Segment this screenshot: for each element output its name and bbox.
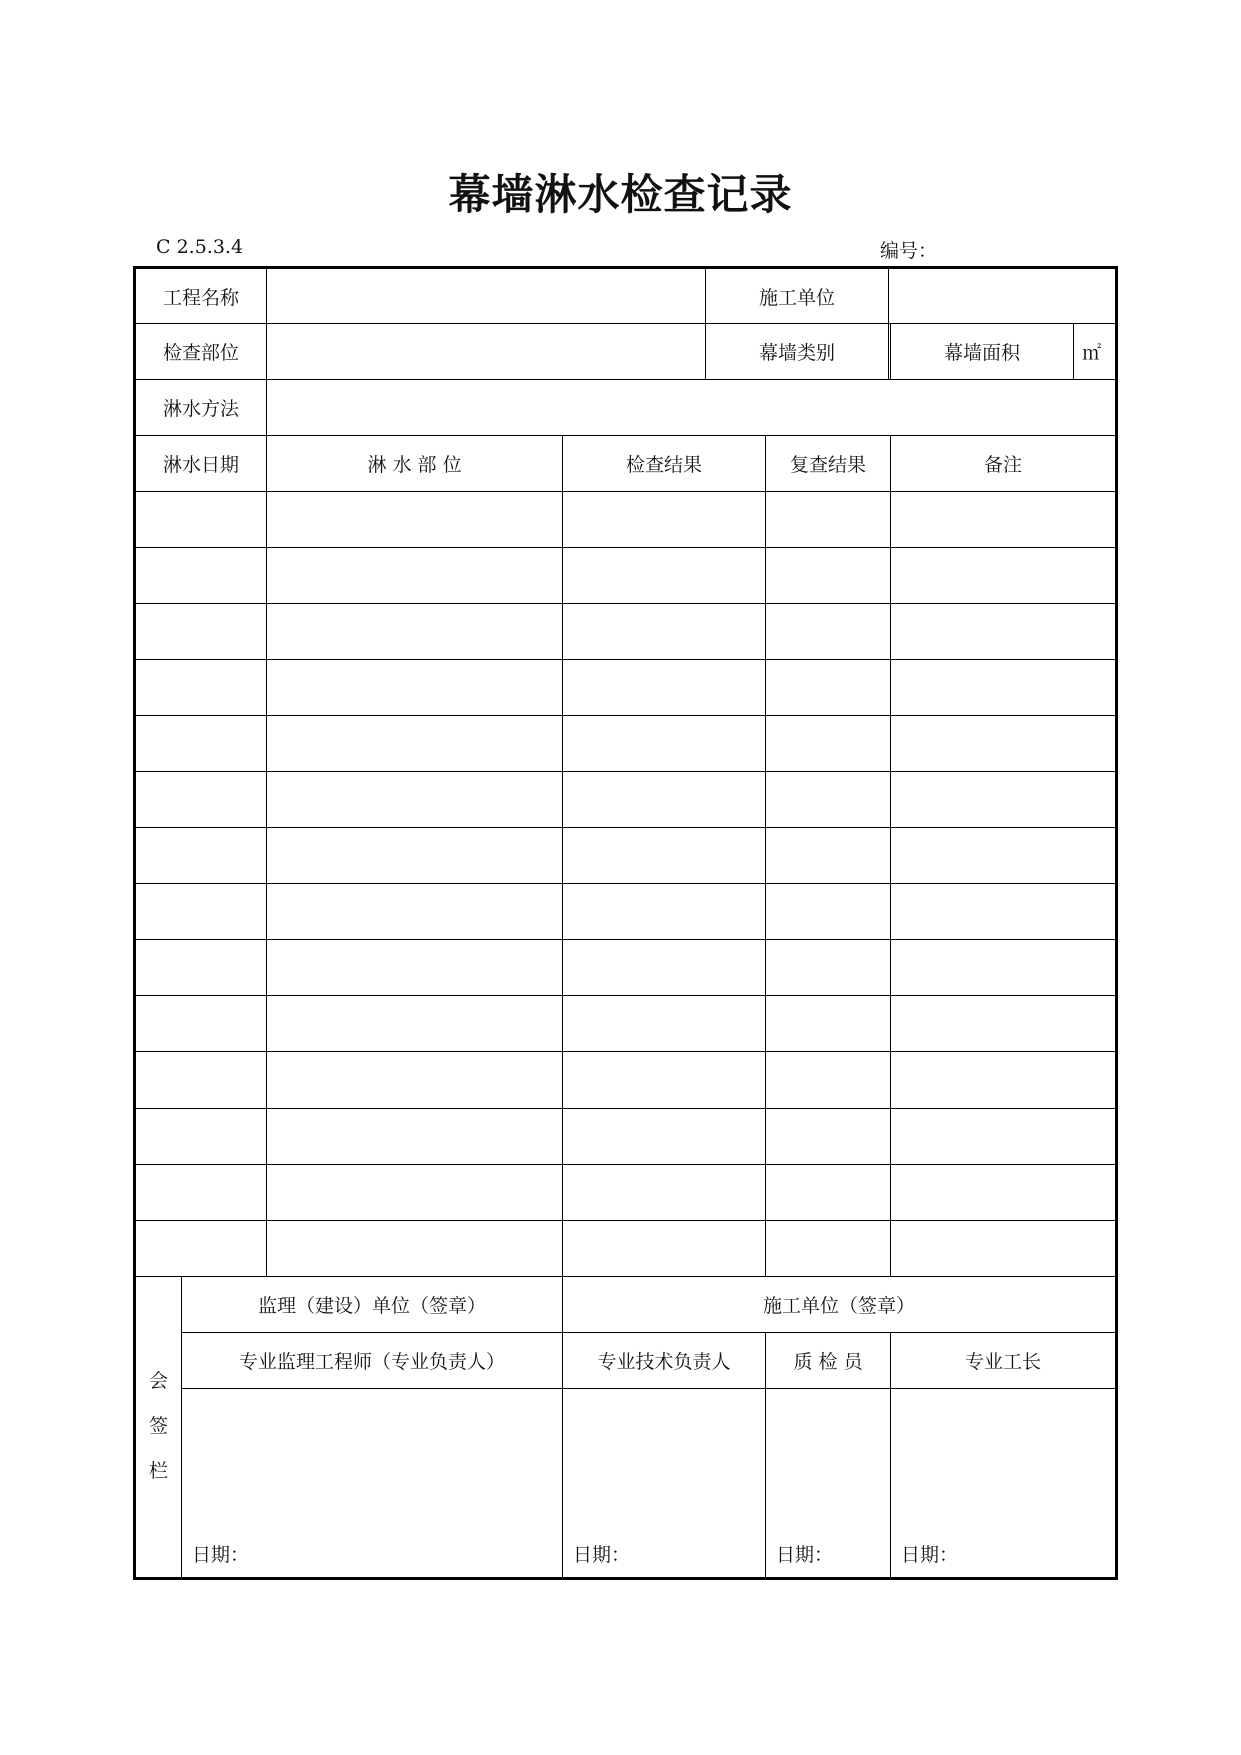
table-row xyxy=(135,828,1117,884)
col-recheck-result: 复查结果 xyxy=(766,436,891,492)
cell-remarks[interactable] xyxy=(891,1220,1117,1276)
label-construction-unit: 施工单位 xyxy=(706,268,889,324)
cell-spray-part[interactable] xyxy=(267,660,563,716)
cell-spray-date[interactable] xyxy=(135,772,267,828)
cell-recheck-result[interactable] xyxy=(766,1052,891,1108)
signature-supervision[interactable] xyxy=(182,1388,563,1578)
cell-spray-date[interactable] xyxy=(135,1108,267,1164)
cell-remarks[interactable] xyxy=(891,1108,1117,1164)
cell-recheck-result[interactable] xyxy=(766,1220,891,1276)
signature-technical-lead[interactable] xyxy=(563,1388,766,1578)
label-curtain-type: 幕墙类别 xyxy=(706,324,889,380)
cell-recheck-result[interactable] xyxy=(766,548,891,604)
table-row xyxy=(135,492,1117,548)
cell-remarks[interactable] xyxy=(891,1164,1117,1220)
field-project-name[interactable] xyxy=(267,268,706,324)
cell-remarks[interactable] xyxy=(891,492,1117,548)
row-column-headers xyxy=(135,436,1117,492)
date-label: 日期： xyxy=(901,1544,959,1566)
label-inspection-part: 检查部位 xyxy=(135,324,267,380)
form-number-label: 编号： xyxy=(880,240,938,262)
field-inspection-part[interactable] xyxy=(267,324,706,380)
cell-recheck-result[interactable] xyxy=(766,660,891,716)
cell-spray-date[interactable] xyxy=(135,996,267,1052)
cell-spray-part[interactable] xyxy=(267,828,563,884)
cell-spray-date[interactable] xyxy=(135,940,267,996)
table-row xyxy=(135,548,1117,604)
cell-spray-date[interactable] xyxy=(135,828,267,884)
cell-spray-part[interactable] xyxy=(267,492,563,548)
cell-recheck-result[interactable] xyxy=(766,772,891,828)
role-technical-lead: 专业技术负责人 xyxy=(563,1332,766,1388)
table-row xyxy=(135,996,1117,1052)
cell-check-result[interactable] xyxy=(563,828,766,884)
role-supervision-engineer: 专业监理工程师（专业负责人） xyxy=(182,1332,563,1388)
table-row xyxy=(135,604,1117,660)
role-quality-inspector: 质 检 员 xyxy=(766,1332,891,1388)
date-label: 日期： xyxy=(776,1544,834,1566)
cell-spray-date[interactable] xyxy=(135,660,267,716)
table-row xyxy=(135,1164,1117,1220)
cell-check-result[interactable] xyxy=(563,1108,766,1164)
label-construction-unit-seal: 施工单位（签章） xyxy=(563,1276,1117,1332)
row-signoff-units xyxy=(135,1276,1117,1332)
table-row xyxy=(135,1052,1117,1108)
cell-remarks[interactable] xyxy=(891,604,1117,660)
table-row xyxy=(135,660,1117,716)
cell-check-result[interactable] xyxy=(563,660,766,716)
cell-spray-part[interactable] xyxy=(267,1108,563,1164)
date-label: 日期： xyxy=(192,1544,250,1566)
cell-remarks[interactable] xyxy=(891,884,1117,940)
row-signoff-signatures xyxy=(135,1388,1117,1578)
cell-recheck-result[interactable] xyxy=(766,1108,891,1164)
cell-spray-part[interactable] xyxy=(267,548,563,604)
cell-spray-part[interactable] xyxy=(267,884,563,940)
cell-check-result[interactable] xyxy=(563,1052,766,1108)
cell-spray-part[interactable] xyxy=(267,604,563,660)
cell-remarks[interactable] xyxy=(891,716,1117,772)
cell-check-result[interactable] xyxy=(563,548,766,604)
table-row xyxy=(135,884,1117,940)
area-unit: ㎡ xyxy=(1082,342,1102,365)
field-construction-unit[interactable] xyxy=(889,268,1117,324)
cell-spray-part[interactable] xyxy=(267,1164,563,1220)
cell-spray-date[interactable] xyxy=(135,604,267,660)
cell-remarks[interactable] xyxy=(891,996,1117,1052)
table-row xyxy=(135,1220,1117,1276)
cell-remarks[interactable] xyxy=(891,940,1117,996)
data-rows xyxy=(135,492,1117,1277)
table-row xyxy=(135,772,1117,828)
cell-check-result[interactable] xyxy=(563,1220,766,1276)
cell-spray-part[interactable] xyxy=(267,772,563,828)
cell-check-result[interactable] xyxy=(563,996,766,1052)
row-inspection xyxy=(135,324,1117,380)
row-project xyxy=(135,268,1117,324)
row-signoff-roles xyxy=(135,1332,1117,1388)
label-curtain-area: 幕墙面积 xyxy=(891,324,1074,380)
cell-check-result[interactable] xyxy=(563,884,766,940)
col-check-result: 检查结果 xyxy=(563,436,766,492)
cell-remarks[interactable] xyxy=(891,660,1117,716)
page-title: 幕墙淋水检查记录 xyxy=(448,170,793,219)
label-spray-method: 淋水方法 xyxy=(135,380,267,436)
cell-remarks[interactable] xyxy=(891,828,1117,884)
row-spray-method xyxy=(135,380,1117,436)
signature-quality-inspector[interactable] xyxy=(766,1388,891,1578)
cell-recheck-result[interactable] xyxy=(766,1164,891,1220)
cell-check-result[interactable] xyxy=(563,1164,766,1220)
field-spray-method[interactable] xyxy=(267,380,1117,436)
col-remarks: 备注 xyxy=(891,436,1117,492)
col-spray-part: 淋 水 部 位 xyxy=(267,436,563,492)
cell-check-result[interactable] xyxy=(563,716,766,772)
cell-spray-date[interactable] xyxy=(135,1220,267,1276)
label-project-name: 工程名称 xyxy=(135,268,267,324)
signature-foreman[interactable] xyxy=(891,1388,1117,1578)
date-label: 日期： xyxy=(573,1544,631,1566)
cell-check-result[interactable] xyxy=(563,604,766,660)
cell-spray-date[interactable] xyxy=(135,884,267,940)
cell-check-result[interactable] xyxy=(563,492,766,548)
cell-check-result[interactable] xyxy=(563,940,766,996)
cell-spray-date[interactable] xyxy=(135,548,267,604)
cell-recheck-result[interactable] xyxy=(766,940,891,996)
role-foreman: 专业工长 xyxy=(891,1332,1117,1388)
cell-recheck-result[interactable] xyxy=(766,828,891,884)
table-row xyxy=(135,1108,1117,1164)
inspection-form xyxy=(133,266,1118,1580)
cell-remarks[interactable] xyxy=(891,772,1117,828)
table-row xyxy=(135,716,1117,772)
cell-recheck-result[interactable] xyxy=(766,996,891,1052)
cell-spray-part[interactable] xyxy=(267,716,563,772)
cell-remarks[interactable] xyxy=(891,548,1117,604)
cell-spray-part[interactable] xyxy=(267,996,563,1052)
form-code: C 2.5.3.4 xyxy=(156,236,244,258)
field-curtain-area[interactable] xyxy=(1074,324,1117,380)
cell-recheck-result[interactable] xyxy=(766,492,891,548)
cell-recheck-result[interactable] xyxy=(766,716,891,772)
cell-spray-part[interactable] xyxy=(267,940,563,996)
cell-spray-date[interactable] xyxy=(135,492,267,548)
cell-spray-part[interactable] xyxy=(267,1052,563,1108)
cell-spray-date[interactable] xyxy=(135,1052,267,1108)
signoff-side-label: 会 签 栏 xyxy=(135,1276,182,1578)
cell-spray-date[interactable] xyxy=(135,716,267,772)
col-spray-date: 淋水日期 xyxy=(135,436,267,492)
cell-recheck-result[interactable] xyxy=(766,884,891,940)
label-supervision-unit: 监理（建设）单位（签章） xyxy=(182,1276,563,1332)
table-row xyxy=(135,940,1117,996)
cell-spray-date[interactable] xyxy=(135,1164,267,1220)
cell-remarks[interactable] xyxy=(891,1052,1117,1108)
cell-check-result[interactable] xyxy=(563,772,766,828)
cell-recheck-result[interactable] xyxy=(766,604,891,660)
cell-spray-part[interactable] xyxy=(267,1220,563,1276)
